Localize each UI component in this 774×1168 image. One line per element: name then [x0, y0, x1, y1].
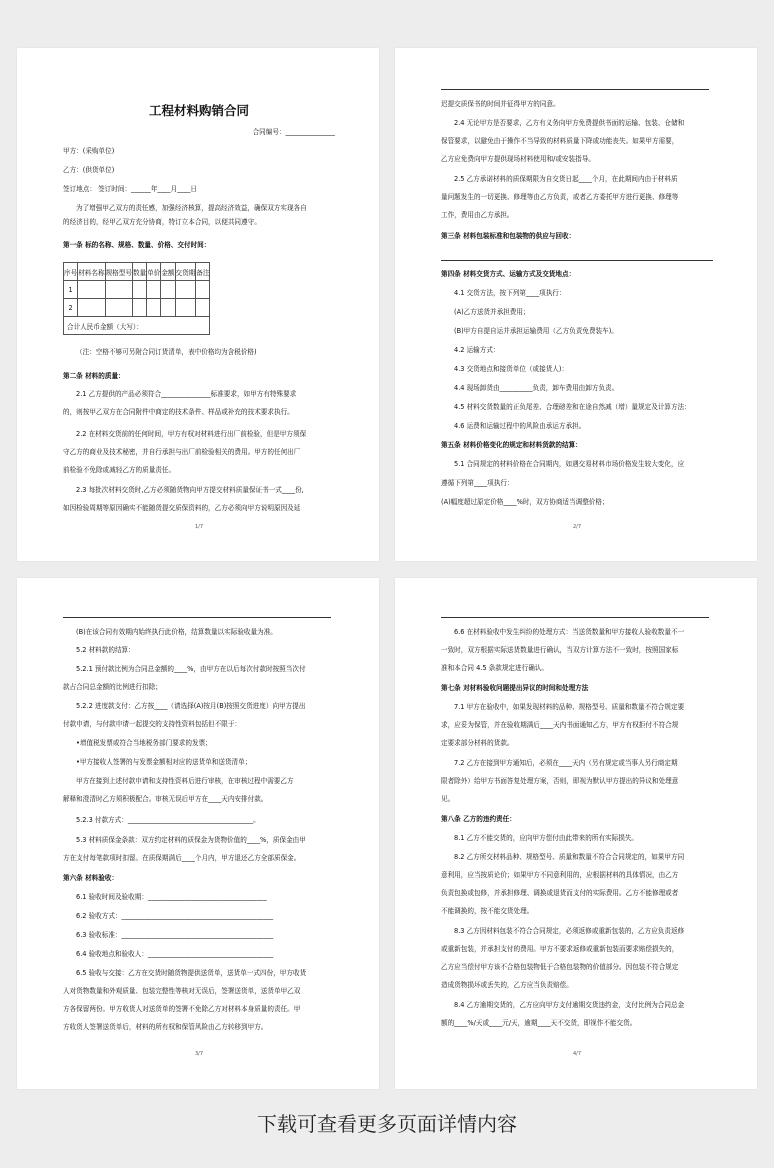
text-line: 8.3 乙方因材料包装不符合合同规定，必须返修或重新包装的，乙方应负责返修	[454, 927, 685, 935]
table-cell	[132, 299, 146, 317]
text-line: 遵循下列第____项执行：	[441, 479, 514, 487]
text-line: 4.1 交货方法，按下列第____项执行：	[454, 289, 566, 297]
section-heading: 第六条 材料验收：	[63, 874, 119, 882]
section-heading: 第八条 乙方的违约责任：	[441, 815, 516, 823]
text-line: 的，则按甲乙双方在合同附件中商定的技术条件、样品或补充的技术要求执行。	[63, 408, 294, 416]
text-line: 款占合同总金额的比例进行扣除；	[63, 683, 162, 691]
text-line: 甲方：(采购单位)	[63, 147, 115, 155]
text-line: 4.5 材料交货数量的正负尾差、合理磅差和在途自然减（增）量规定及计算方法：	[454, 403, 691, 411]
text-line: 5.2 材料款的结算：	[76, 646, 135, 654]
table-cell: 2	[64, 299, 78, 317]
text-line: 限者除外）给甲方书面答复处理方案，否则，即视为默认甲方提出的异议和处理意	[441, 777, 679, 785]
table-header: 数量	[132, 263, 146, 281]
text-line: 造成货物损坏或丢失的，乙方应当负责赔偿。	[441, 981, 573, 989]
text-line: 6.5 验收与交接：乙方在交货时随货物提供送货单，送货单一式四份，甲方收货	[76, 969, 307, 977]
text-line: 4.4 现场卸货由__________负责，卸车费用由卸方负责。	[454, 384, 619, 392]
text-line: 迟提交质保书的时间并征得甲方的同意。	[441, 100, 560, 108]
text-line: 5.2.3 付款方式：______________________________________。	[76, 816, 260, 824]
text-line: 5.1 合同规定的材料价格在合同期内，如遇交易材料市场价格发生较大变化，应	[454, 460, 685, 468]
text-line: 乙方应当偿付甲方该不合格包装物低于合格包装物的价值部分。因包装不符合规定	[441, 963, 679, 971]
page-number: 4/7	[572, 1051, 582, 1057]
text-line: 方在支付每笔款项时扣留。在质保期满后____个月内，甲方退还乙方全部质保金。	[63, 854, 301, 862]
text-line: 解释和澄清时乙方须积极配合。审核无误后甲方在____天内安排付款。	[63, 795, 268, 803]
table-header: 金额	[161, 263, 175, 281]
table-cell	[78, 299, 105, 317]
bullet-item: •甲方接收人签署的与发票金额相对应的送货单和送货清单；	[76, 758, 252, 766]
text-line: (A)幅度超过原定价格____%时，双方协商适当调整价格；	[441, 498, 609, 506]
table-cell	[105, 281, 132, 299]
contract-number: 合同编号：_______________	[252, 128, 335, 136]
text-line: 付款申请，与付款申请一起提交的支持性资料包括但不限于：	[63, 720, 242, 728]
table-cell: 1	[64, 281, 78, 299]
table-cell	[161, 281, 175, 299]
text-line: 2.5 乙方承诺材料的质保期限为自交货日起____个月，在此期间内由于材料质	[454, 175, 678, 183]
section-heading: 第五条 材料价格变化的规定和材料货款的结算：	[441, 441, 582, 449]
text-line: 2.4 无论甲方是否要求，乙方有义务向甲方免费提供书面的运输、包装、仓储和	[454, 119, 685, 127]
text-line: 工作，费用由乙方承担。	[441, 211, 514, 219]
section-heading: 第七条 对材料验收问题提出异议的时间和处理方法	[441, 684, 589, 692]
document-title: 工程材料购销合同	[148, 103, 249, 118]
text-line: 6.4 验收地点和验收人：______________________________________	[76, 950, 274, 958]
document-page-4	[395, 578, 757, 1089]
text-line: 5.3 材料质保金条款：双方约定材料的质保金为货物价值的____%，质保金由甲	[76, 836, 306, 844]
page-number: 2/7	[572, 524, 582, 530]
section-heading: 第三条 材料包装标准和包装物的供应与回收：	[441, 232, 576, 240]
text-line: 2.2 在材料交货前的任何时间，甲方有权对材料进行出厂前检验，但是甲方须保	[76, 430, 307, 438]
text-line: (B)甲方自提自运并承担运输费用（乙方负责免费装车)。	[454, 327, 618, 335]
text-line: 方各保留两份。甲方收货人对送货单的签署不免除乙方对材料本身质量的责任。甲	[63, 1005, 301, 1013]
text-line: 方收货人签署送货单后，材料的所有权和保管风险由乙方转移到甲方。	[63, 1023, 268, 1031]
bullet-item: •增值税发票或符合当地税务部门要求的发票；	[76, 739, 212, 747]
text-line: 6.1 验收时间及验收期：____________________________________	[76, 893, 267, 901]
more-pages-caption: 下载可查看更多页面详情内容	[257, 1112, 517, 1136]
table-header-row	[64, 263, 210, 281]
divider	[441, 260, 713, 261]
text-line: 4.3 交货地点和接货单位（或接货人)：	[454, 365, 569, 373]
table-header: 材料名称	[78, 263, 105, 281]
table-total-row	[64, 317, 210, 335]
text-line: 准和本合同 4.5 条款规定进行确认。	[441, 664, 548, 672]
text-line: 或重新包装，并承担支付的费用。甲方不要求返修或重新包装而要求赔偿损失的，	[441, 945, 679, 953]
section-heading: 第二条 材料的质量：	[63, 372, 125, 380]
text-line: (B)在该合同有效期内始终执行此价格，结算数量以实际验收量为准。	[76, 628, 277, 636]
document-page-2	[395, 48, 757, 561]
table-cell	[132, 281, 146, 299]
text-line: 求，应妥为保管，并在验收期满后____天内书面通知乙方，甲方有权拒付不符合规	[441, 721, 679, 729]
table-cell	[147, 299, 161, 317]
table-cell	[196, 281, 210, 299]
text-line: 定要求部分材料的货款。	[441, 739, 514, 747]
text-line: 甲方在接到上述付款申请和支持性资料后进行审核，在审核过程中需要乙方	[76, 777, 294, 785]
text-line: 负责包换或包修，并承担修理、调换或退货而支付的实际费用。乙方不能修理或者	[441, 889, 679, 897]
text-line: 签订地点： 签订时间：______年____月____日	[63, 185, 197, 193]
items-table	[63, 262, 210, 335]
table-header: 备注	[196, 263, 210, 281]
text-line: 6.6 在材料验收中发生纠纷的处理方式：当送货数量和甲方接收人验收数量不一	[454, 628, 685, 636]
document-page-1	[17, 48, 379, 561]
text-line: 保管要求，以避免由于操作不当导致的材料质量下降或功能丧失。如果甲方需要，	[441, 137, 679, 145]
text-line: 人对货物数量和外观质量、包装完整性等核对无误后，签署送货单，送货单甲乙双	[63, 987, 301, 995]
text-line: 的经济目的，经甲乙双方充分协商，特订立本合同，以便共同遵守。	[63, 218, 261, 226]
page-number: 1/7	[194, 524, 204, 530]
text-line: 7.1 甲方在验收中，如果发现材料的品种、规格型号、质量和数量不符合规定要	[454, 703, 685, 711]
text-line: 2.1 乙方提供的产品必须符合_______________标准要求，如甲方有特殊要求	[76, 390, 297, 398]
document-page-3	[17, 578, 379, 1089]
table-cell	[175, 281, 196, 299]
table-header: 单价	[147, 263, 161, 281]
table-row	[64, 299, 210, 317]
text-line: 5.2.1 预付款比例为合同总金额的____%，由甲方在以后每次付款时按照当次付	[76, 665, 306, 673]
section-heading: 第四条 材料交货方式、运输方式及交货地点：	[441, 270, 576, 278]
text-line: 一致时，双方根据实际送货数量进行确认，当双方计算方法不一致时，按照国家标	[441, 646, 679, 654]
text-line: 8.4 乙方逾期交货的，乙方应向甲方支付逾期交货违约金，支付比例为合同总金	[454, 1001, 685, 1009]
text-line: 8.2 乙方所交材料品种、规格型号、质量和数量不符合合同规定的，如果甲方同	[454, 853, 685, 861]
text-line: 5.2.2 进度款支付：乙方按____（请选择(A)按月(B)按照交货进度）向甲方提出	[76, 702, 306, 710]
text-line: 不能调换的，按不能交货处理。	[441, 907, 534, 915]
table-cell	[175, 299, 196, 317]
text-line: 守乙方的商业及技术秘密，并自行承担与出厂前检验相关的费用。甲方的任何出厂	[63, 448, 301, 456]
text-line: 4.6 运费和运输过程中的风险由承运方承担。	[454, 422, 586, 430]
table-cell	[78, 281, 105, 299]
table-total: 合计人民币金额（大写）：	[64, 317, 210, 335]
text-line: 7.2 乙方在接到甲方通知后，必须在____天内（另有规定或当事人另行商定期	[454, 759, 678, 767]
table-header: 交货期	[175, 263, 196, 281]
text-line: 8.1 乙方不能交货的，应向甲方偿付由此带来的所有实际损失。	[454, 834, 639, 842]
table-cell	[147, 281, 161, 299]
section-heading: 第一条 标的名称、规格、数量、价格、交付时间：	[63, 241, 211, 249]
table-header: 规格型号	[105, 263, 132, 281]
text-line: 乙方应免费向甲方提供现场材料使用和/或安装指导。	[441, 155, 595, 163]
text-line: 前检验不免除或减轻乙方的质量责任。	[63, 466, 176, 474]
text-line: 为了增强甲乙双方的责任感，加强经济核算，提高经济效益，确保双方实现各自	[76, 204, 307, 212]
page-number: 3/7	[194, 1051, 204, 1057]
table-header: 序号	[64, 263, 78, 281]
text-line: 量问题发生的一切更换、修理等由乙方负责，或者乙方委托甲方进行更换、修理等	[441, 193, 679, 201]
text-line: （注：空格不够可另附合同订货清单，表中价格均为含税价格)	[76, 348, 257, 356]
text-line: 2.3 每批次材料交货时,乙方必须随货物向甲方提交材料质量保证书一式____份,	[76, 486, 304, 494]
table-cell	[105, 299, 132, 317]
text-line: 6.2 验收方式：______________________________________________	[76, 912, 274, 920]
text-line: (A)乙方送货并承担费用；	[454, 308, 530, 316]
table-cell	[161, 299, 175, 317]
text-line: 6.3 验收标准：______________________________________________	[76, 931, 274, 939]
text-line: 如因检验周期等原因确实不能随货提交质保资料的，乙方必须向甲方说明原因及延	[63, 504, 301, 512]
text-line: 乙方：(供货单位)	[63, 166, 115, 174]
text-line: 4.2 运输方式：	[454, 346, 500, 354]
table-cell	[196, 299, 210, 317]
text-line: 意利用，应当按质论价；如果甲方不同意利用的，应根据材料的具体情况，由乙方	[441, 871, 679, 879]
table-row	[64, 281, 210, 299]
text-line: 额的____%/天或____元/天，逾期____天不交货，即视作不能交货。	[441, 1019, 637, 1027]
text-line: 见。	[441, 795, 455, 803]
